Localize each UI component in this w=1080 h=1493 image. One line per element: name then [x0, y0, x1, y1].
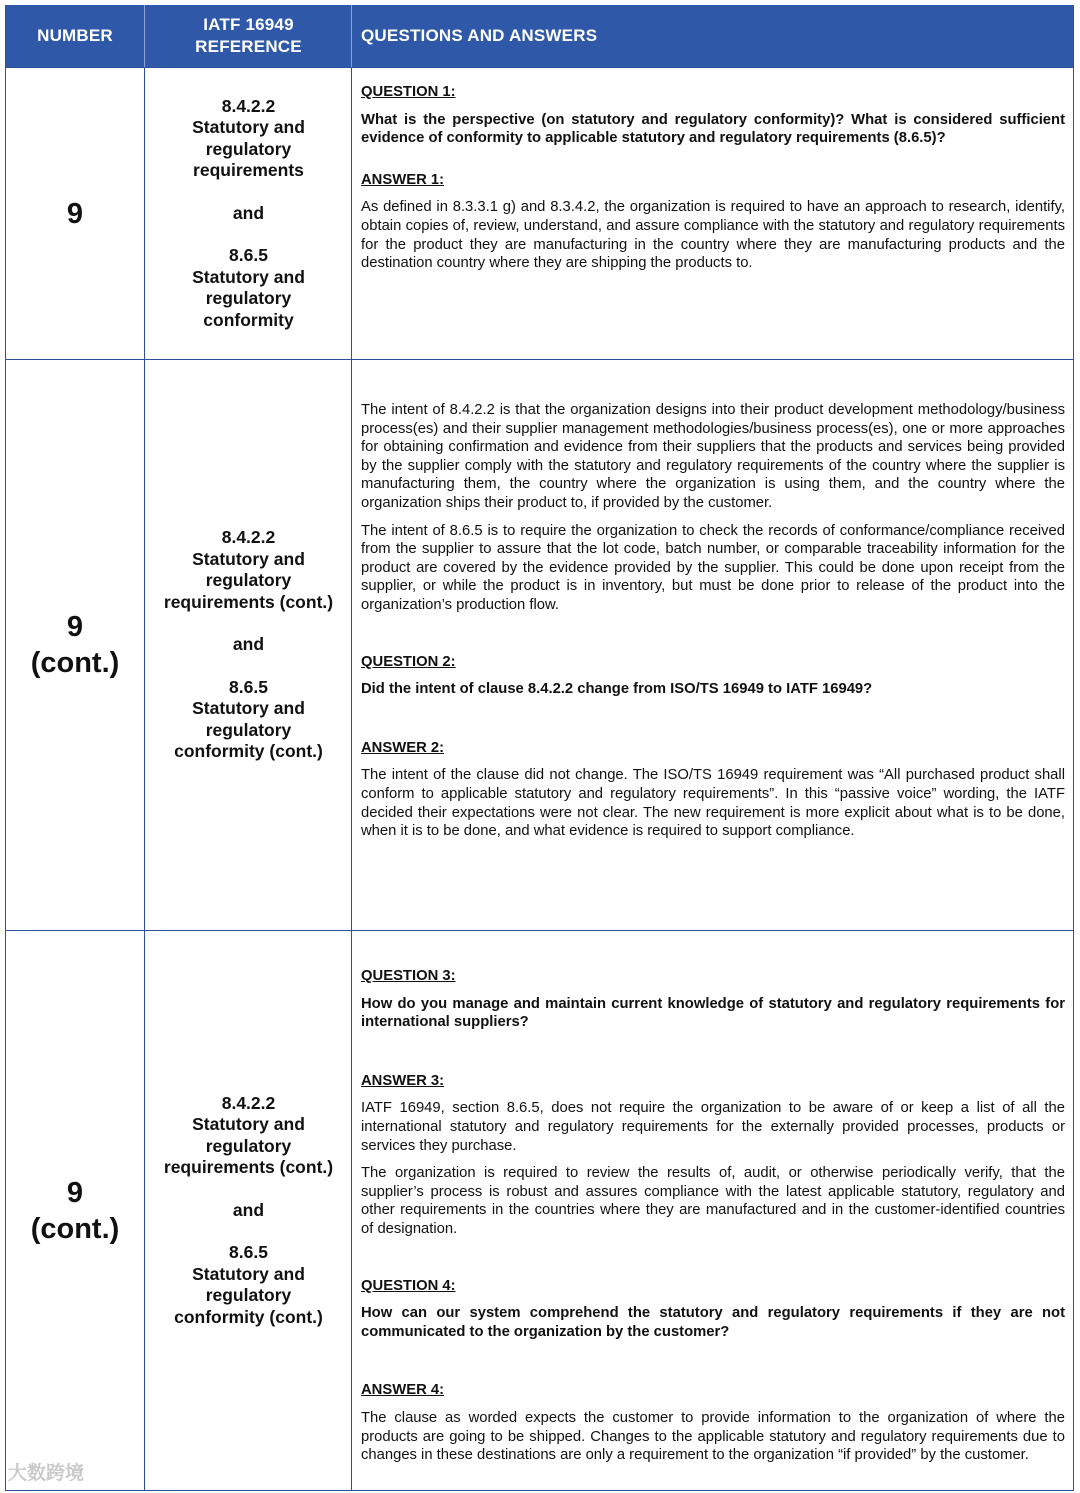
row-number-cell — [6, 931, 144, 1490]
ref-a-title: Statutory and — [192, 548, 305, 569]
qa-cell — [351, 360, 1073, 930]
question-text: Did the intent of clause 8.4.2.2 change from ISO/TS 16949 to IATF 16949? — [361, 681, 873, 698]
ref-b-code: 8.6.5 — [229, 245, 268, 266]
answer-text: IATF 16949, section 8.6.5, does not require the organization to be aware of or keep a list of all the international statutory and regulatory requirements for the externally provided processes, products or services they purchase. — [361, 1100, 1065, 1154]
ref-a-title: requirements (cont.) — [163, 591, 334, 612]
ref-a-code: 8.4.2.2 — [221, 527, 276, 548]
reference-cell — [144, 68, 352, 359]
ref-b-code: 8.6.5 — [229, 1242, 268, 1263]
row-number-suffix: (cont.) — [30, 1212, 120, 1245]
answer-label: ANSWER 3: — [361, 1072, 445, 1089]
ref-a-code: 8.4.2.2 — [221, 95, 276, 116]
question-text: How can our system comprehend the statutory and regulatory requirements if they are not communicated to the organization by the customer? — [361, 1305, 1065, 1340]
ref-a-title: regulatory — [205, 570, 292, 591]
table-row — [6, 67, 1073, 359]
answer-label: ANSWER 2: — [361, 739, 445, 756]
watermark-logo: 大数跨境 — [8, 1463, 85, 1484]
qa-cell — [351, 68, 1073, 359]
table-row — [6, 359, 1073, 930]
question-label: QUESTION 2: — [361, 653, 456, 670]
ref-b-title: regulatory — [205, 719, 292, 740]
qa-table — [5, 5, 1074, 1491]
question-label: QUESTION 3: — [361, 968, 456, 984]
ref-b-title: regulatory — [205, 1285, 292, 1306]
ref-a-title: Statutory and — [192, 117, 305, 138]
header-questions-answers: QUESTIONS AND ANSWERS — [351, 5, 1071, 67]
answer-text: The clause as worded expects the customer to provide information to the organization of where the products are going to be shipped. Changes to the applicable statutory and regulatory requirements due to changes in these destinations are only a requirement to the organization “if provided” by the customer. — [361, 1409, 1065, 1464]
header-number: NUMBER — [37, 26, 113, 45]
ref-a-code: 8.4.2.2 — [221, 1092, 276, 1113]
qa-cell — [351, 931, 1073, 1490]
question-label: QUESTION 1: — [361, 84, 456, 100]
ref-b-title: conformity (cont.) — [174, 741, 323, 762]
paragraph: The intent of 8.4.2.2 is that the organization designs into their product development methodology/business process(es) and their supplier management methodologies/business process(es), one or more approaches for obtaining confirmation and evidence from their suppliers that the products and services being provided by the supplier comply with the statutory and regulatory requirements of the country where the supplier is manufacturing them, the country where the organization is using them, and the country where the organization ships their product to, if provided by the customer. — [361, 402, 1065, 511]
ref-b-title: Statutory and — [192, 698, 305, 719]
ref-b-title: Statutory and — [192, 1263, 305, 1284]
answer-text: As defined in 8.3.3.1 g) and 8.3.4.2, the organization is required to have an approach to research, identify, obtain copies of, review, understand, and assure compliance with the statutory and regulatory requirements for the product they are manufacturing in the country where they are manufacturing products and the destination country where they are shipping the products to. — [361, 199, 1065, 272]
ref-a-title: regulatory — [205, 1135, 292, 1156]
row-number-cell — [6, 360, 144, 930]
ref-and: and — [232, 634, 265, 655]
ref-and: and — [232, 1199, 265, 1220]
question-text: What is the perspective (on statutory and regulatory conformity)? What is considered sufficient evidence of conformity to applicable statutory and regulatory requirements (8.6.5)? — [361, 111, 1065, 147]
header-reference-line2: REFERENCE — [195, 37, 302, 56]
ref-a-title: regulatory — [205, 138, 292, 159]
answer-text: The organization is required to review the results of, audit, or otherwise periodically verify, that the supplier’s process is robust and assures compliance with the latest applicable statutory, regulatory and other requirements in the countries where they are manufactured and in the customer-identified countries of designation. — [361, 1165, 1065, 1237]
answer-text: The intent of the clause did not change. The ISO/TS 16949 requirement was “All purchased product shall conform to applicable statutory and regulatory requirements”. In this “passive voice” wording, the IATF decided their expectations were not clear. The new requirement is more explicit about what is to be done, when it is to be done, and what evidence is required to support compliance. — [361, 767, 1065, 840]
row-number: 9 — [66, 1176, 84, 1209]
question-label: QUESTION 4: — [361, 1277, 456, 1294]
row-number-cell — [6, 68, 144, 359]
ref-and: and — [232, 202, 265, 223]
answer-label: ANSWER 1: — [361, 171, 445, 188]
row-number: 9 — [66, 611, 84, 643]
answer-label: ANSWER 4: — [361, 1382, 445, 1399]
ref-b-title: Statutory and — [192, 266, 305, 287]
table-header — [6, 5, 1073, 67]
reference-cell — [144, 931, 352, 1490]
ref-b-code: 8.6.5 — [229, 676, 268, 697]
ref-b-title: conformity (cont.) — [174, 1306, 323, 1327]
header-reference — [144, 5, 352, 67]
table-row — [6, 930, 1073, 1490]
paragraph: The intent of 8.6.5 is to require the organization to check the records of conformance/compliance received from the supplier to assure that the lot code, batch number, or comparable traceability information for the product are covered by the evidence provided by the supplier. This could be done upon receipt from the supplier, or while the product is in inventory, but must be done prior to release of the product into the organization’s production flow. — [361, 522, 1065, 613]
ref-a-title: requirements (cont.) — [163, 1157, 334, 1178]
reference-cell — [144, 360, 352, 930]
header-reference-line1: IATF 16949 — [203, 15, 294, 34]
row-number: 9 — [66, 197, 84, 230]
question-text: How do you manage and maintain current knowledge of statutory and regulatory requirements for international suppliers? — [361, 995, 1065, 1031]
ref-b-title: regulatory — [205, 288, 292, 309]
ref-a-title: requirements — [193, 160, 304, 181]
ref-a-title: Statutory and — [192, 1114, 305, 1135]
ref-b-title: conformity — [203, 309, 294, 330]
row-number-suffix: (cont.) — [30, 647, 120, 679]
